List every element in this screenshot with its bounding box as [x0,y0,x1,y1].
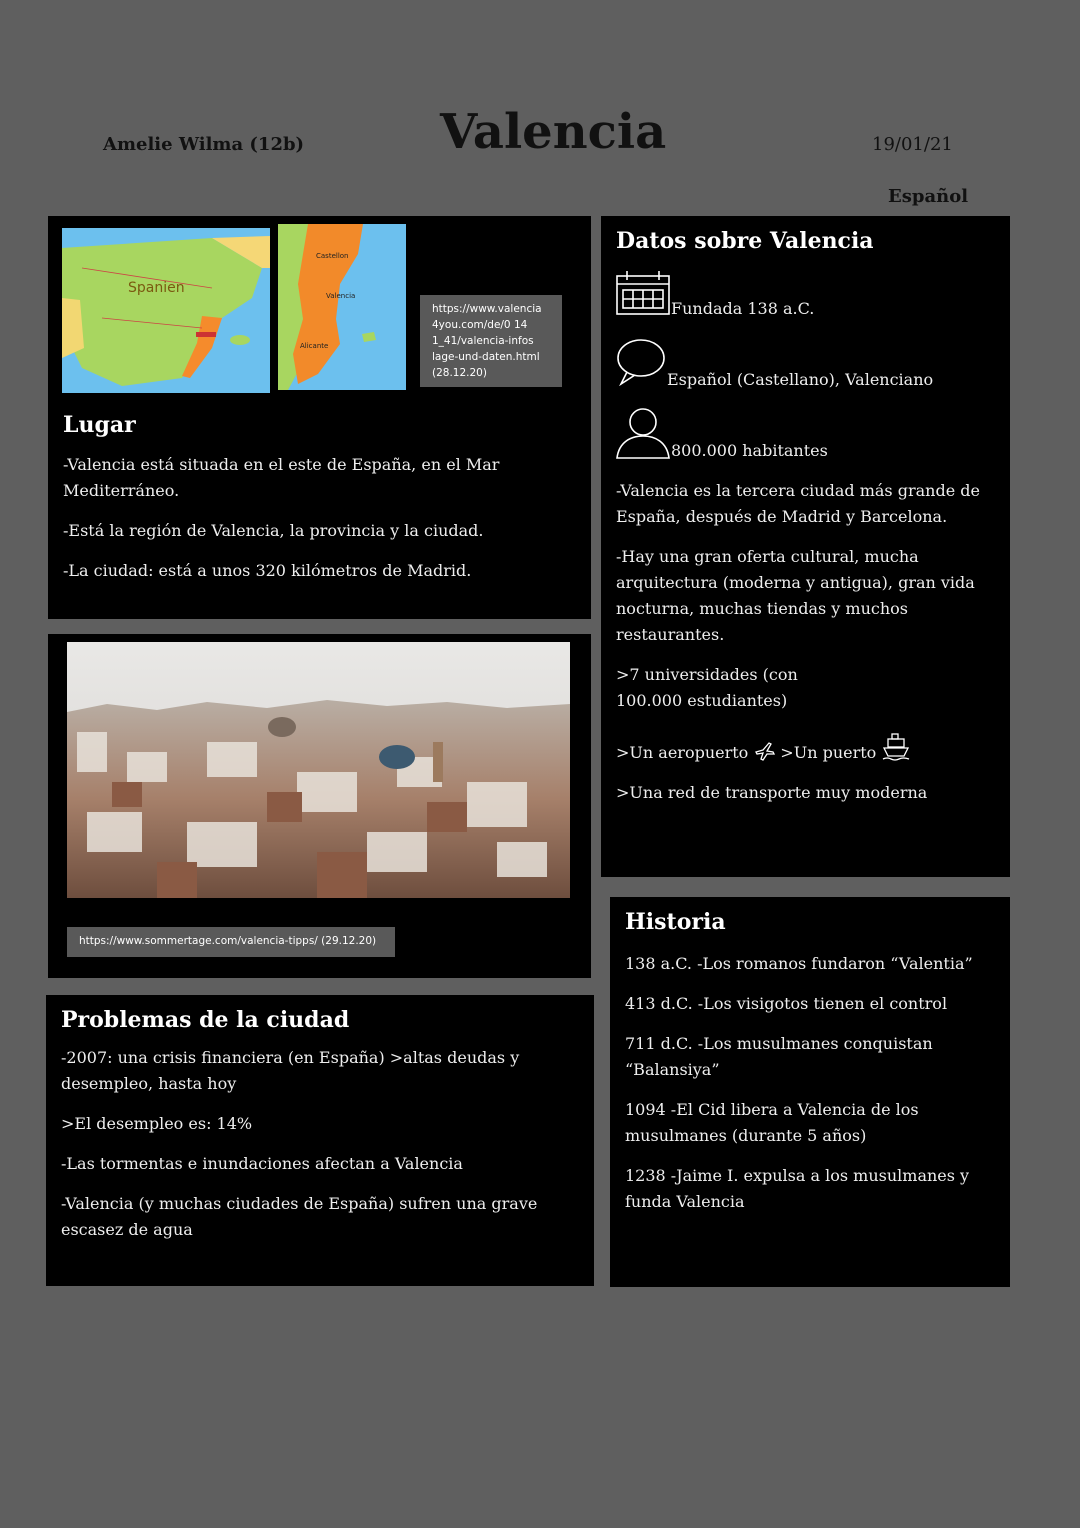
datos-paragraph: >7 universidades (con 100.000 estudiantes) [616,665,798,710]
historia-item: 711 d.C. -Los musulmanes conquistan “Balansiya” [625,1034,933,1079]
lugar-paragraph: -La ciudad: está a unos 320 kilómetros de Madrid. [63,561,472,580]
valencia-region-map-image [278,224,406,390]
date: 19/01/21 [872,134,953,155]
page-title: Valencia [440,104,667,160]
historia-item: 413 d.C. -Los visigotos tienen el control [625,994,948,1013]
valencia-city-photo [67,642,570,898]
lugar-paragraph: -Está la región de Valencia, la provincia y la ciudad. [63,521,484,540]
lugar-panel [48,216,591,619]
transport-row [616,732,996,766]
datos-paragraph: -Valencia es la tercera ciudad más grande de España, después de Madrid y Barcelona. [616,481,980,526]
map-label-alicante: Alicante [300,342,329,350]
map-label-valencia: Valencia [326,292,356,300]
airplane-icon [754,740,776,766]
historia-item: 1238 -Jaime I. expulsa a los musulmanes y funda Valencia [625,1166,970,1211]
problemas-paragraph: -2007: una crisis financiera (en España) >altas deudas y desempleo, hasta hoy [61,1048,520,1093]
historia-item: 138 a.C. -Los romanos fundaron “Valentia” [625,954,973,973]
historia-item: 1094 -El Cid libera a Valencia de los musulmanes (durante 5 años) [625,1100,919,1145]
problemas-paragraph: -Valencia (y muchas ciudades de España) sufren una grave escasez de agua [61,1194,538,1239]
historia-panel [610,897,1010,1287]
datos-heading: Datos sobre Valencia [616,228,874,254]
problemas-heading: Problemas de la ciudad [61,1007,350,1033]
lugar-paragraph: -Valencia está situada en el este de España, en el Mar Mediterráneo. [63,455,500,500]
founded-fact: Fundada 138 a.C. [671,299,815,318]
problemas-paragraph: -Las tormentas e inundaciones afectan a Valencia [61,1154,463,1173]
map-citation: https://www.valencia 4you.com/de/0 14 1_41/valencia-infos lage-und-daten.html (28.12.20) [420,295,562,387]
transport-network-text: >Una red de transporte muy moderna [616,783,928,802]
person-icon [615,406,671,464]
calendar-icon [615,270,671,320]
ship-icon [882,732,910,766]
author-name: Amelie Wilma (12b) [103,134,305,155]
languages-fact: Español (Castellano), Valenciano [667,370,934,389]
historia-heading: Historia [625,909,726,935]
map-label-castellon: Castellon [316,252,349,260]
population-fact: 800.000 habitantes [671,441,828,460]
spain-map-image [62,228,270,393]
port-text: >Un puerto [780,743,877,762]
problemas-paragraph: >El desempleo es: 14% [61,1114,253,1133]
photo-panel [48,634,591,978]
datos-paragraph: -Hay una gran oferta cultural, mucha arquitectura (moderna y antigua), gran vida nocturna, muchas tiendas y muchos restaurantes. [616,547,975,644]
subject: Español [888,186,969,207]
problemas-panel [46,995,594,1286]
speech-bubble-icon [615,338,667,390]
airport-text: >Un aeropuerto [616,743,749,762]
datos-panel [601,216,1010,877]
map-label-spanien: Spanien [128,280,185,296]
lugar-heading: Lugar [63,412,136,438]
photo-citation: https://www.sommertage.com/valencia-tipps/ (29.12.20) [67,927,395,957]
